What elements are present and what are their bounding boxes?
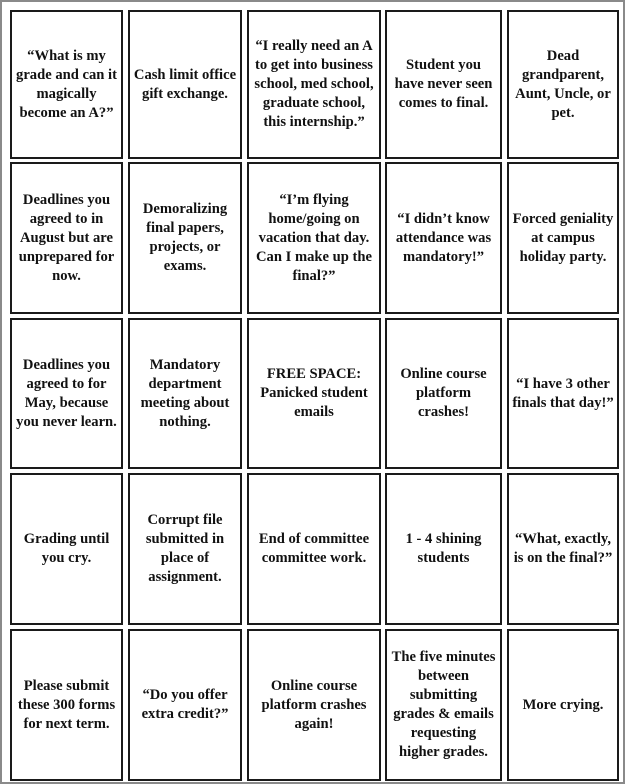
bingo-cell[interactable]: [507, 318, 619, 469]
bingo-cell-text: Mandatory department meeting about nothing.: [140, 356, 230, 430]
bingo-cell-text: Online course platform crashes!: [400, 366, 487, 420]
bingo-cell[interactable]: [507, 473, 619, 625]
bingo-cell[interactable]: [247, 318, 381, 469]
bingo-cell-text: Corrupt file submitted in place of assignment.: [145, 512, 225, 585]
bingo-cell[interactable]: [128, 162, 242, 314]
bingo-cell-text: FREE SPACE: Panicked student emails: [260, 366, 368, 420]
bingo-cell[interactable]: [128, 629, 242, 781]
bingo-cell[interactable]: [385, 162, 502, 314]
bingo-cell-text: “I didn’t know attendance was mandatory!”: [395, 210, 492, 265]
bingo-cell-text: “What is my grade and can it magically become an A?”: [16, 47, 117, 121]
bingo-cell-text: The five minutes between submitting grades & emails requesting higher grades.: [391, 649, 496, 760]
bingo-cell-text: Deadlines you agreed to for May, because you never learn.: [16, 356, 117, 430]
bingo-cell[interactable]: [247, 162, 381, 314]
bingo-cell[interactable]: [10, 10, 123, 159]
bingo-cell-text: Online course platform crashes again!: [261, 677, 367, 732]
bingo-cell[interactable]: [10, 162, 123, 314]
bingo-cell-text: Cash limit office gift exchange.: [133, 66, 237, 102]
bingo-cell-text: “What, exactly, is on the final?”: [513, 531, 613, 566]
bingo-cell[interactable]: [128, 10, 242, 159]
bingo-cell-text: Grading until you cry.: [23, 531, 110, 566]
bingo-cell[interactable]: [10, 629, 123, 781]
bingo-cell-text: “I really need an A to get into business school, med school, graduate school, this internship.”: [254, 38, 374, 130]
bingo-cell[interactable]: [507, 629, 619, 781]
bingo-cell[interactable]: [247, 629, 381, 781]
bingo-cell[interactable]: [10, 473, 123, 625]
bingo-cell[interactable]: [128, 473, 242, 625]
bingo-cell-text: “Do you offer extra credit?”: [141, 687, 229, 722]
bingo-cell-text: More crying.: [522, 696, 604, 713]
bingo-cell-text: “I’m flying home/going on vacation that day. Can I make up the final?”: [256, 191, 372, 284]
bingo-cell-text: Student you have never seen comes to final.: [394, 57, 493, 111]
bingo-cell-text: Forced geniality at campus holiday party.: [512, 210, 614, 265]
bingo-cell-text: 1 - 4 shining students: [405, 531, 482, 566]
bingo-cell[interactable]: [507, 10, 619, 159]
bingo-cell-text: Please submit these 300 forms for next term.: [17, 677, 116, 732]
bingo-cell-text: “I have 3 other finals that day!”: [512, 375, 614, 411]
bingo-cell[interactable]: [385, 318, 502, 469]
bingo-cell[interactable]: [385, 629, 502, 781]
bingo-cell[interactable]: [385, 10, 502, 159]
bingo-cell-text: End of committee committee work.: [258, 531, 370, 566]
bingo-cell[interactable]: [507, 162, 619, 314]
bingo-cell[interactable]: [247, 473, 381, 625]
bingo-cell[interactable]: [128, 318, 242, 469]
bingo-cell-text: Deadlines you agreed to in August but are unprepared for now.: [18, 191, 115, 284]
bingo-cell-text: Demoralizing final papers, projects, or exams.: [142, 201, 228, 274]
bingo-cell[interactable]: [10, 318, 123, 469]
bingo-cell-text: Dead grandparent, Aunt, Uncle, or pet.: [515, 47, 611, 121]
bingo-cell[interactable]: [247, 10, 381, 159]
bingo-cell[interactable]: [385, 473, 502, 625]
